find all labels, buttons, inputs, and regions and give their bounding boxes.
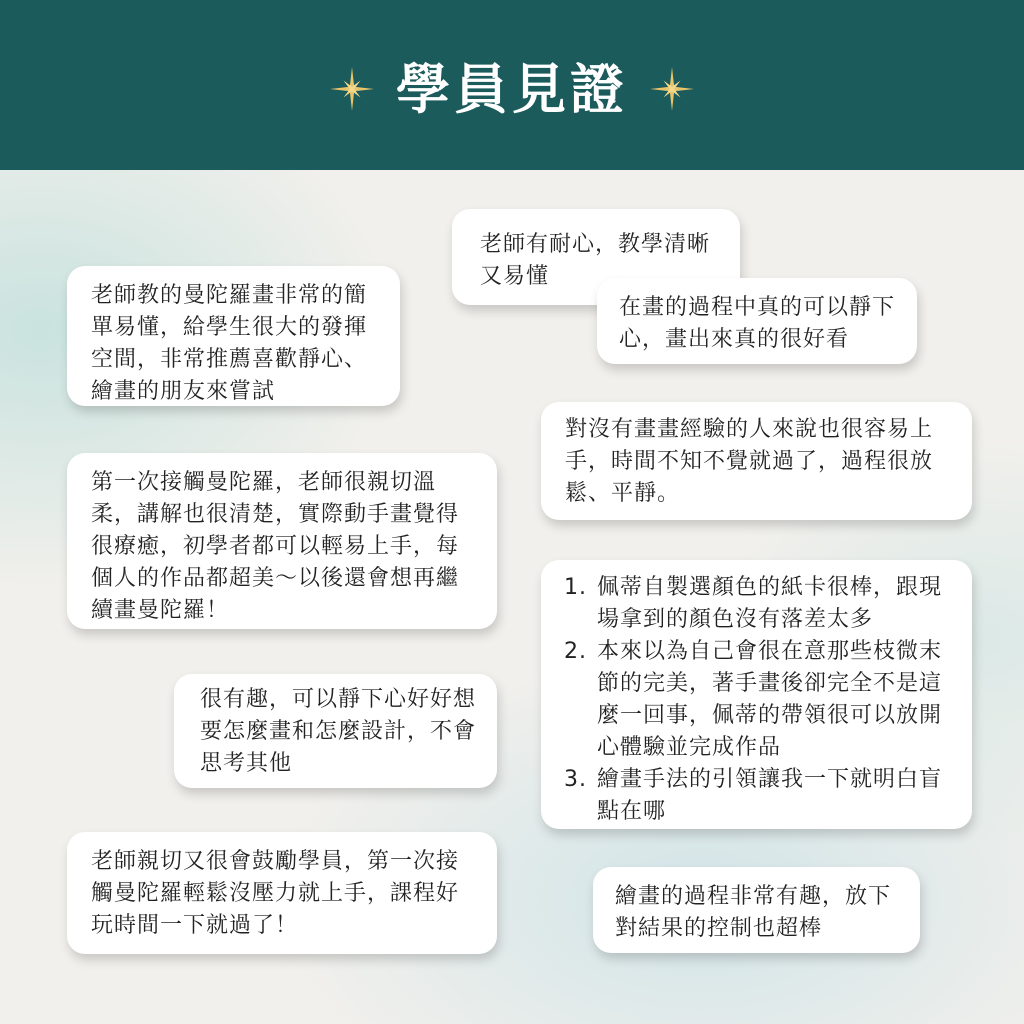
testimonial-card xyxy=(541,560,972,829)
testimonial-text: 老師教的曼陀羅畫非常的簡單易懂，給學生很大的發揮空間，非常推薦喜歡靜心、繪畫的朋友來嘗試 xyxy=(91,283,368,404)
page-title: 學員見證 xyxy=(396,57,628,121)
list-item: 1. 佩蒂自製選顏色的紙卡很棒，跟現場拿到的顏色沒有落差太多 xyxy=(595,572,946,636)
testimonial-text: 很有趣，可以靜下心好好想要怎麼畫和怎麼設計，不會思考其他 xyxy=(200,687,477,776)
testimonial-text: 對沒有畫畫經驗的人來說也很容易上手，時間不知不覺就過了，過程很放鬆、平靜。 xyxy=(565,417,934,506)
sparkle-icon xyxy=(330,67,374,111)
testimonial-text: 第一次接觸曼陀羅，老師很親切溫柔，講解也很清楚，實際動手畫覺得很療癒，初學者都可以輕易上手，每個人的作品都超美～以後還會想再繼續畫曼陀羅！ xyxy=(91,470,460,623)
testimonial-text: 老師親切又很會鼓勵學員，第一次接觸曼陀羅輕鬆沒壓力就上手，課程好玩時間一下就過了！ xyxy=(91,849,460,938)
testimonial-card xyxy=(597,278,917,364)
testimonial-list xyxy=(565,572,946,828)
testimonial-card xyxy=(541,402,972,520)
testimonial-card xyxy=(67,453,497,629)
testimonial-card xyxy=(67,832,497,954)
testimonial-card xyxy=(593,867,920,953)
list-item: 3. 繪畫手法的引領讓我一下就明白盲點在哪 xyxy=(595,764,946,828)
header-title-group xyxy=(330,57,694,121)
sparkle-icon xyxy=(650,67,694,111)
page-header xyxy=(0,0,1024,170)
testimonial-card xyxy=(67,266,400,406)
testimonial-text: 繪畫的過程非常有趣，放下對結果的控制也超棒 xyxy=(615,884,892,941)
list-item: 2. 本來以為自己會很在意那些枝微末節的完美，著手畫後卻完全不是這麼一回事，佩蒂的帶領很可以放開心體驗並完成作品 xyxy=(595,636,946,764)
testimonial-text: 老師有耐心，教學清晰又易懂 xyxy=(480,232,711,289)
testimonial-card xyxy=(174,674,497,788)
testimonial-text: 在畫的過程中真的可以靜下心，畫出來真的很好看 xyxy=(619,295,896,352)
